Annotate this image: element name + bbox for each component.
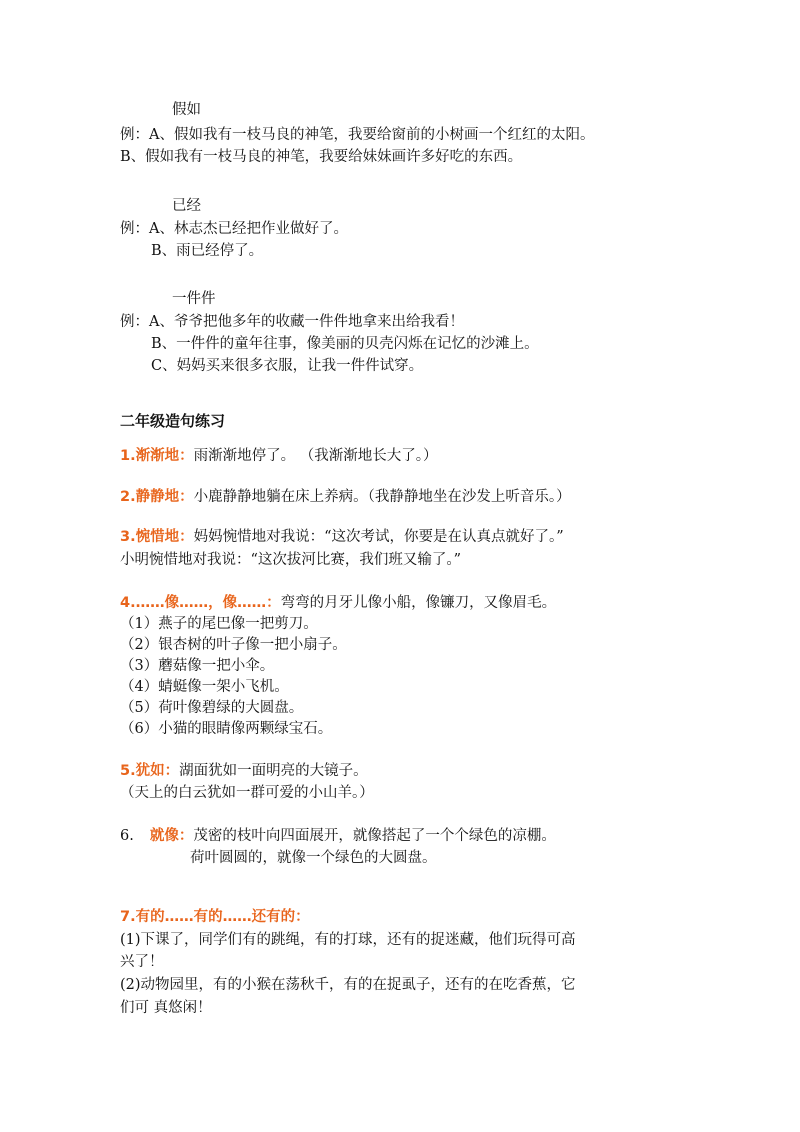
item-3-line2: 小明惋惜地对我说：“这次拔河比赛，我们班又输了。”	[120, 552, 462, 568]
example-yijianjian-a: 例：A、爷爷把他多年的收藏一件件地拿来出给我看！	[120, 314, 464, 330]
item-6-number: 6.	[120, 828, 134, 844]
item-5	[120, 761, 368, 781]
item-6-line2: 荷叶圆圆的，就像一个绿色的大圆盘。	[190, 850, 437, 866]
item-4-example: （1）燕子的尾巴像一把剪刀。	[120, 616, 318, 632]
example-jiaru-a: 例：A、假如我有一枝马良的神笔，我要给窗前的小树画一个红红的太阳。	[120, 127, 595, 143]
item-3-label: 3.惋惜地：	[120, 529, 194, 545]
word-yijing: 已经	[172, 198, 201, 214]
example-yijianjian-c: C、妈妈买来很多衣服，让我一件件试穿。	[151, 358, 424, 374]
word-yijianjian: 一件件	[172, 291, 216, 307]
example-jiaru-b: B、假如我有一枝马良的神笔，我要给妹妹画许多好吃的东西。	[120, 149, 523, 165]
item-5-line2: （天上的白云犹如一群可爱的小山羊。）	[120, 785, 374, 801]
item-4	[120, 593, 556, 613]
item-3	[120, 527, 564, 547]
item-1-label: 1.渐渐地：	[120, 448, 194, 464]
item-2	[120, 487, 571, 507]
example-yijianjian-b: B、一件件的童年往事，像美丽的贝壳闪烁在记忆的沙滩上。	[151, 336, 539, 352]
item-2-text: 小鹿静静地躺在床上养病。（我静静地坐在沙发上听音乐。）	[193, 489, 571, 505]
item-1	[120, 446, 437, 466]
item-4-text: 弯弯的月牙儿像小船，像镰刀，又像眉毛。	[280, 595, 557, 611]
word-jiaru: 假如	[172, 102, 201, 118]
example-yijing-b: B、雨已经停了。	[151, 243, 264, 259]
item-7-label: 7.有的……有的……还有的：	[120, 909, 310, 925]
item-4-example: （3）蘑菇像一把小伞。	[120, 658, 275, 674]
item-6-label: 就像：	[149, 828, 194, 844]
item-7-example-1: (1)下课了，同学们有的跳绳，有的打球，还有的捉迷藏，他们玩得可高	[120, 932, 576, 948]
item-4-example: （2）银杏树的叶子像一把小扇子。	[120, 637, 347, 653]
example-yijing-a: 例：A、林志杰已经把作业做好了。	[120, 221, 348, 237]
item-7-example-2-cont: 们可 真悠闲！	[120, 1000, 212, 1016]
item-7	[120, 907, 310, 927]
item-7-example-1-cont: 兴了！	[120, 954, 164, 970]
item-4-example: （5）荷叶像碧绿的大圆盘。	[120, 700, 304, 716]
item-4-label: 4.……像……，像……：	[120, 595, 281, 611]
item-3-text: 妈妈惋惜地对我说：“这次考试，你要是在认真点就好了。”	[193, 529, 564, 545]
item-6	[120, 826, 556, 846]
item-4-example: （6）小猫的眼睛像两颗绿宝石。	[120, 721, 333, 737]
item-1-text: 雨渐渐地停了。 （我渐渐地长大了。）	[193, 448, 438, 464]
item-5-text: 湖面犹如一面明亮的大镜子。	[179, 763, 368, 779]
item-2-label: 2.静静地：	[120, 489, 194, 505]
item-4-example: （4）蜻蜓像一架小飞机。	[120, 679, 289, 695]
page-title: 二年级造句练习	[120, 412, 226, 430]
item-7-example-2: (2)动物园里，有的小猴在荡秋千，有的在捉虱子，还有的在吃香蕉，它	[120, 977, 576, 993]
item-5-label: 5.犹如：	[120, 763, 180, 779]
item-6-text: 茂密的枝叶向四面展开，就像搭起了一个个绿色的凉棚。	[193, 828, 556, 844]
